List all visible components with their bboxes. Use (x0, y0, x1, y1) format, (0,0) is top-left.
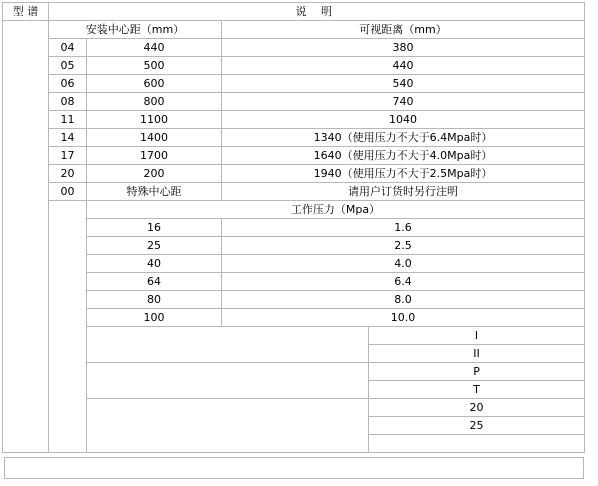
visible-distance: 740 (222, 93, 585, 111)
material-row (3, 327, 585, 345)
flange-row (3, 363, 585, 381)
model-code: 06 (49, 75, 87, 93)
visible-distance: 380 (222, 39, 585, 57)
pressure-margin (49, 201, 87, 453)
pressure-code: 16 (87, 219, 222, 237)
install-header-row (3, 21, 585, 39)
model-code: 08 (49, 93, 87, 111)
left-margin (3, 21, 49, 453)
visible-distance: 1340（使用压力不大于6.4Mpa时） (222, 129, 585, 147)
model-code: 11 (49, 111, 87, 129)
pressure-header: 工作压力（Mpa） (87, 201, 585, 219)
table-row (3, 75, 585, 93)
model-code: 04 (49, 39, 87, 57)
table-row (3, 39, 585, 57)
pressure-code: 64 (87, 273, 222, 291)
visible-distance: 440 (222, 57, 585, 75)
table-row (3, 255, 585, 273)
install-center: 1700 (87, 147, 222, 165)
model-code: 00 (49, 183, 87, 201)
table-row (3, 129, 585, 147)
visible-distance-header: 可视距离（mm） (222, 21, 585, 39)
visible-distance: 1040 (222, 111, 585, 129)
table-row (3, 219, 585, 237)
pressure-value: 8.0 (222, 291, 585, 309)
pressure-value: 4.0 (222, 255, 585, 273)
install-center: 200 (87, 165, 222, 183)
heating-spacer (369, 435, 585, 453)
model-code: 17 (49, 147, 87, 165)
table-row (3, 237, 585, 255)
install-center-header: 安装中心距（mm） (49, 21, 222, 39)
visible-distance: 540 (222, 75, 585, 93)
material-margin (87, 327, 369, 363)
visible-distance: 1640（使用压力不大于4.0Mpa时） (222, 147, 585, 165)
model-code: 20 (49, 165, 87, 183)
install-center: 600 (87, 75, 222, 93)
pressure-value: 10.0 (222, 309, 585, 327)
table-row (3, 291, 585, 309)
pressure-value: 2.5 (222, 237, 585, 255)
table-row (3, 147, 585, 165)
description-header: 说 明 (49, 3, 585, 21)
table-row (3, 309, 585, 327)
visible-distance: 请用户订货时另行注明 (222, 183, 585, 201)
visible-distance: 1940（使用压力不大于2.5Mpa时） (222, 165, 585, 183)
pressure-code: 40 (87, 255, 222, 273)
table-row (3, 111, 585, 129)
nominal-margin (87, 399, 369, 453)
nominal-code: 20 (369, 399, 585, 417)
pressure-code: 25 (87, 237, 222, 255)
table-row (3, 183, 585, 201)
material-code: II (369, 345, 585, 363)
table-row (3, 273, 585, 291)
material-code: I (369, 327, 585, 345)
nominal-code: 25 (369, 417, 585, 435)
pressure-code: 80 (87, 291, 222, 309)
pressure-value: 6.4 (222, 273, 585, 291)
model-header: 型 谱 (3, 3, 49, 21)
install-center: 特殊中心距 (87, 183, 222, 201)
install-center: 1400 (87, 129, 222, 147)
flange-margin (87, 363, 369, 399)
table-row (3, 57, 585, 75)
pressure-header-row (3, 201, 585, 219)
model-code: 05 (49, 57, 87, 75)
specification-table (2, 2, 585, 453)
install-center: 1100 (87, 111, 222, 129)
flange-code: P (369, 363, 585, 381)
header-row (3, 3, 585, 21)
install-center: 800 (87, 93, 222, 111)
install-center: 440 (87, 39, 222, 57)
install-center: 500 (87, 57, 222, 75)
pressure-value: 1.6 (222, 219, 585, 237)
nominal-row (3, 399, 585, 417)
model-code: 14 (49, 129, 87, 147)
flange-code: T (369, 381, 585, 399)
table-row (3, 165, 585, 183)
table-row (3, 93, 585, 111)
footer-bar (4, 457, 584, 479)
pressure-code: 100 (87, 309, 222, 327)
